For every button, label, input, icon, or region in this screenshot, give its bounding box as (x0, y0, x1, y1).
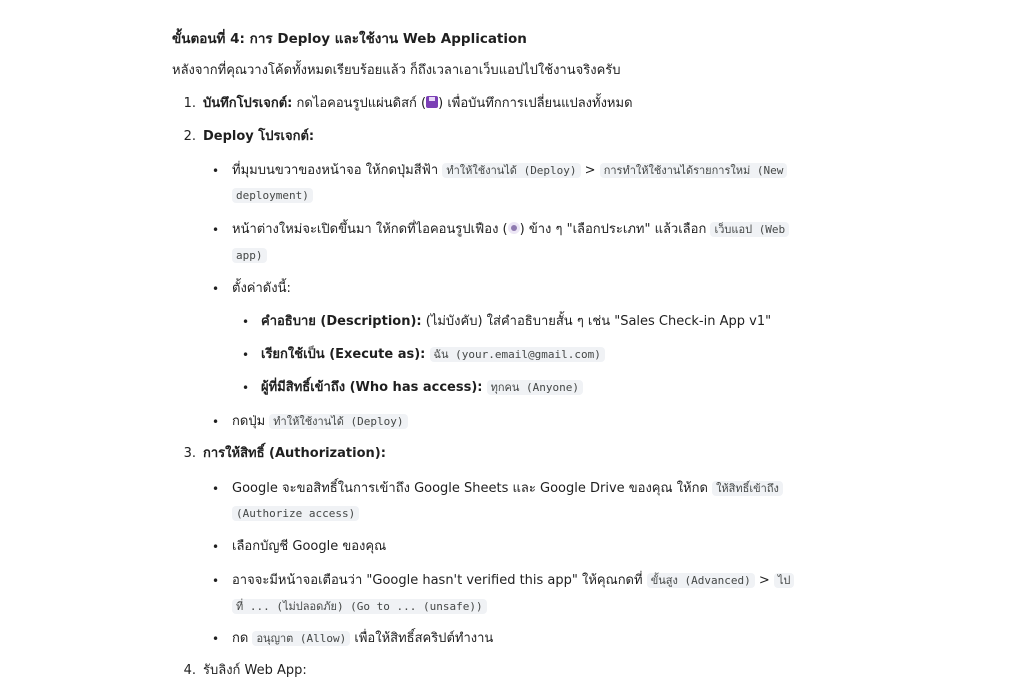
separator: > (754, 573, 774, 588)
inline-code: อนุญาต (Allow) (252, 631, 350, 646)
list-item-continued (232, 504, 359, 524)
step-title: บันทึกโปรเจกต์: (203, 96, 293, 111)
inline-code: ทำให้ใช้งานได้ (Deploy) (269, 414, 407, 429)
sub-bullet: • (242, 348, 250, 362)
inline-code: การทำให้ใช้งานได้รายการใหม่ (New (600, 163, 788, 178)
bullet: • (212, 482, 220, 496)
sub-bullet: • (242, 381, 250, 395)
list-item (232, 220, 789, 240)
separator: > (580, 163, 600, 178)
inline-code: ที่ ... (ไม่ปลอดภัย) (Go to ... (unsafe)) (232, 599, 487, 614)
inline-code: ให้สิทธิ์เข้าถึง (712, 481, 783, 496)
bullet: • (212, 540, 220, 554)
item-label: คำอธิบาย (Description): (261, 314, 422, 329)
sub-list-item (261, 378, 583, 398)
inline-code: เว็บแอป (Web (710, 222, 789, 237)
item-text: ที่มุมบนขวาของหน้าจอ ให้กดปุ่มสีฟ้า (232, 163, 443, 178)
item-text: กด (232, 631, 253, 646)
bullet: • (212, 164, 220, 178)
step-number: 1. (183, 96, 196, 111)
item-text: Google จะขอสิทธิ์ในการเข้าถึง Google Sheets และ Google Drive ของคุณ ให้กด (232, 481, 713, 496)
step-title: การให้สิทธิ์ (Authorization): (203, 446, 386, 461)
list-item (232, 412, 408, 432)
sub-bullet: • (242, 315, 250, 329)
bullet: • (212, 223, 220, 237)
bullet: • (212, 632, 220, 646)
section-heading: ขั้นตอนที่ 4: การ Deploy และใช้งาน Web Application (172, 31, 527, 47)
item-text: อาจจะมีหน้าจอเตือนว่า "Google hasn't verified this app" ให้คุณกดที่ (232, 573, 647, 588)
step-number: 2. (183, 129, 196, 144)
step-number: 3. (183, 446, 196, 461)
item-text: กดปุ่ม (232, 414, 270, 429)
step-number: 4. (183, 663, 196, 678)
inline-code: ขั้นสูง (Advanced) (647, 573, 755, 588)
gear-icon (508, 222, 520, 234)
step-1-text (203, 94, 633, 114)
item-label: ผู้ที่มีสิทธิ์เข้าถึง (Who has access): (261, 380, 483, 395)
inline-code: ทุกคน (Anyone) (487, 380, 583, 395)
item-text: (ไม่บังคับ) ใส่คำอธิบายสั้น ๆ เช่น "Sales Check-in App v1" (421, 314, 772, 329)
intro-paragraph: หลังจากที่คุณวางโค้ดทั้งหมดเรียบร้อยแล้ว ก็ถึงเวลาเอาเว็บแอปไปใช้งานจริงครับ (172, 63, 621, 78)
list-item (232, 629, 493, 649)
step-text: กดไอคอนรูปแผ่นดิสก์ ( (292, 96, 427, 111)
step-4-text: รับลิงก์ Web App: (203, 663, 307, 678)
inline-code: ไป (774, 573, 795, 588)
item-label: เรียกใช้เป็น (Execute as): (261, 347, 426, 362)
step-2-title (203, 127, 314, 147)
bullet: • (212, 574, 220, 588)
step-3-title (203, 444, 386, 464)
inline-code: ฉัน (your.email@gmail.com) (430, 347, 605, 362)
list-item-continued (232, 246, 267, 266)
list-item-continued (232, 597, 487, 617)
inline-code: deployment) (232, 188, 313, 203)
item-text: ) ข้าง ๆ "เลือกประเภท" แล้วเลือก (519, 222, 711, 237)
sub-list-item (261, 312, 771, 332)
inline-code: (Authorize access) (232, 506, 359, 521)
step-text: ) เพื่อบันทึกการเปลี่ยนแปลงทั้งหมด (438, 96, 633, 111)
bullet: • (212, 282, 220, 296)
list-item: เลือกบัญชี Google ของคุณ (232, 539, 387, 554)
step-title: Deploy โปรเจกต์: (203, 129, 315, 144)
sub-list-item (261, 345, 605, 365)
bullet: • (212, 415, 220, 429)
inline-code: app) (232, 248, 267, 263)
list-item (232, 161, 787, 181)
floppy-disk-icon (426, 96, 438, 108)
inline-code: ทำให้ใช้งานได้ (Deploy) (442, 163, 580, 178)
list-item (232, 571, 794, 591)
list-item (232, 479, 783, 499)
list-item-continued (232, 186, 313, 206)
list-item: ตั้งค่าดังนี้: (232, 281, 291, 296)
item-text: หน้าต่างใหม่จะเปิดขึ้นมา ให้กดที่ไอคอนรูปเฟือง ( (232, 222, 508, 237)
item-text: เพื่อให้สิทธิ์สคริปต์ทำงาน (350, 631, 494, 646)
